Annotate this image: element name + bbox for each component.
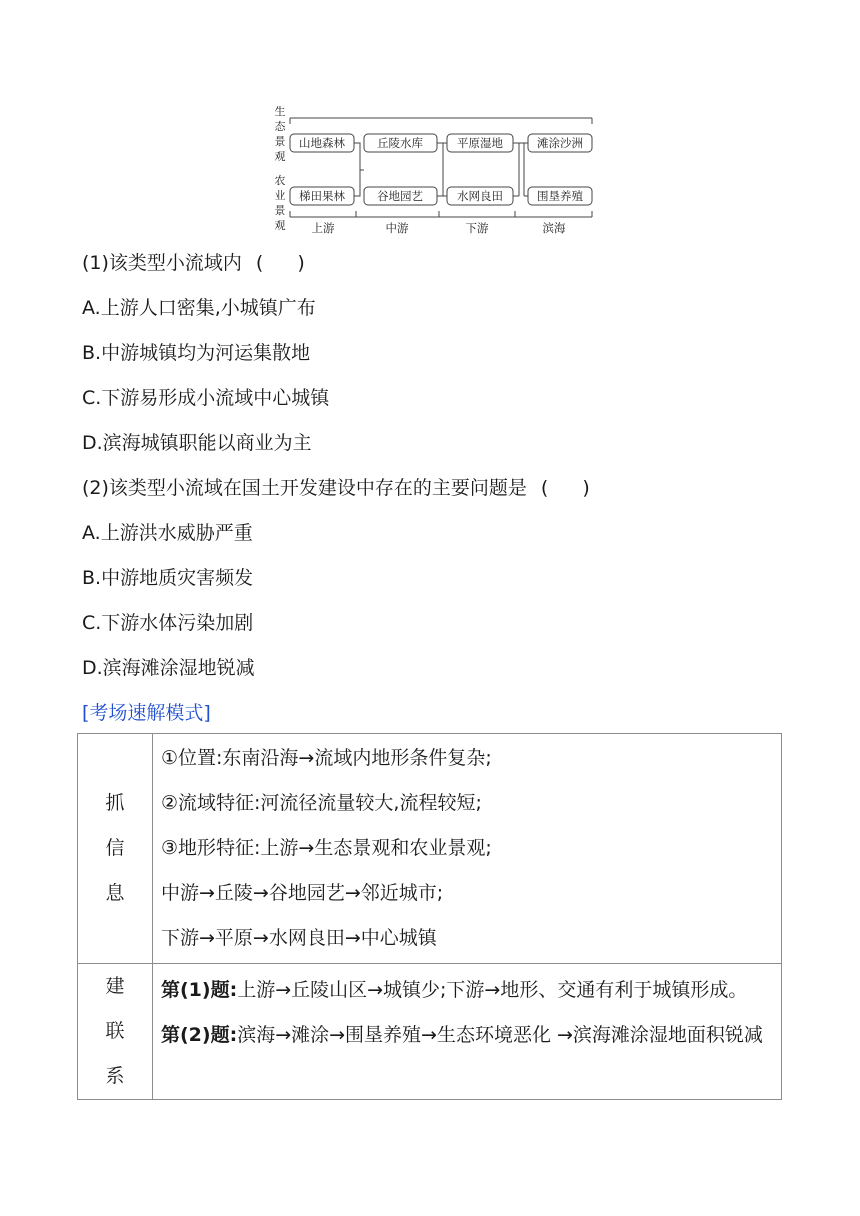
ecological-box-4: 滩涂沙洲 xyxy=(537,136,583,150)
row-label-build-connection: 建 联 系 xyxy=(78,964,153,1100)
table-row-get-info xyxy=(78,734,782,964)
svg-text:景: 景 xyxy=(274,204,286,217)
answer-paren-open: ( xyxy=(255,252,264,274)
bottom-bracket xyxy=(290,211,592,217)
solution-table xyxy=(77,733,782,1100)
info-line: ②流域特征:河流径流量较大,流程较短; xyxy=(161,792,482,814)
question-1-option-b: B.中游城镇均为河运集散地 xyxy=(82,342,311,364)
svg-text:态: 态 xyxy=(274,120,286,133)
section-labels xyxy=(312,221,566,235)
svg-text:生: 生 xyxy=(274,105,286,118)
section-upstream: 上游 xyxy=(311,221,335,235)
section-downstream: 下游 xyxy=(465,221,489,235)
table-row-build-connection xyxy=(78,964,782,1100)
top-bracket xyxy=(290,118,592,124)
row-content-get-info xyxy=(153,734,782,964)
question-2-option-b: B.中游地质灾害频发 xyxy=(82,567,254,589)
question-1-option-d: D.滨海城镇职能以商业为主 xyxy=(82,432,312,454)
section-title: [考场速解模式] xyxy=(82,702,211,724)
svg-text:观: 观 xyxy=(274,219,286,232)
question-1-option-c: C.下游易形成小流域中心城镇 xyxy=(82,387,330,409)
ecological-box-1: 山地森林 xyxy=(299,136,345,150)
section-coastal: 滨海 xyxy=(542,221,566,235)
agricultural-box-4: 围垦养殖 xyxy=(537,189,583,203)
question-2-option-d: D.滨海滩涂湿地锐减 xyxy=(82,657,255,679)
answer-line-q1: 第(1)题:上游→丘陵山区→城镇少;下游→地形、交通有利于城镇形成。 xyxy=(161,979,748,1001)
answer-paren-open: ( xyxy=(540,477,549,499)
info-line: 中游→丘陵→谷地园艺→邻近城市; xyxy=(161,882,444,904)
question-1-option-a: A.上游人口密集,小城镇广布 xyxy=(82,297,316,319)
info-line: ①位置:东南沿海→流域内地形条件复杂; xyxy=(161,747,492,769)
answer-paren-close: ) xyxy=(297,252,305,274)
info-line: 下游→平原→水网良田→中心城镇 xyxy=(161,927,437,949)
question-1-stem xyxy=(82,251,305,275)
answer-line-q2: 第(2)题:滨海→滩涂→围垦养殖→生态环境恶化 →滨海滩涂湿地面积锐减 xyxy=(161,1024,763,1046)
answer-paren-close: ) xyxy=(582,477,590,499)
question-2-text: (2)该类型小流域在国土开发建设中存在的主要问题是 xyxy=(82,477,527,499)
agricultural-box-2: 谷地园艺 xyxy=(377,189,423,203)
svg-text:业: 业 xyxy=(274,189,286,202)
ecological-landscape-label xyxy=(275,104,287,163)
landscape-diagram xyxy=(268,100,600,240)
question-1-text: (1)该类型小流域内 xyxy=(82,252,242,274)
info-line: ③地形特征:上游→生态景观和农业景观; xyxy=(161,837,492,859)
section-midstream: 中游 xyxy=(385,221,409,235)
row-content-build-connection xyxy=(153,964,782,1100)
svg-text:观: 观 xyxy=(274,150,286,163)
row-label-get-info: 抓 信 息 xyxy=(78,734,153,964)
svg-text:农: 农 xyxy=(274,174,286,187)
agricultural-landscape-label xyxy=(275,174,286,232)
ecological-box-2: 丘陵水库 xyxy=(377,136,423,150)
question-2-option-a: A.上游洪水威胁严重 xyxy=(82,522,253,544)
agricultural-box-1: 梯田果林 xyxy=(299,189,345,203)
svg-text:景: 景 xyxy=(274,135,286,148)
question-2-stem xyxy=(82,476,590,500)
agricultural-box-3: 水网良田 xyxy=(457,189,503,203)
question-2-option-c: C.下游水体污染加剧 xyxy=(82,612,254,634)
ecological-box-3: 平原湿地 xyxy=(457,136,503,150)
